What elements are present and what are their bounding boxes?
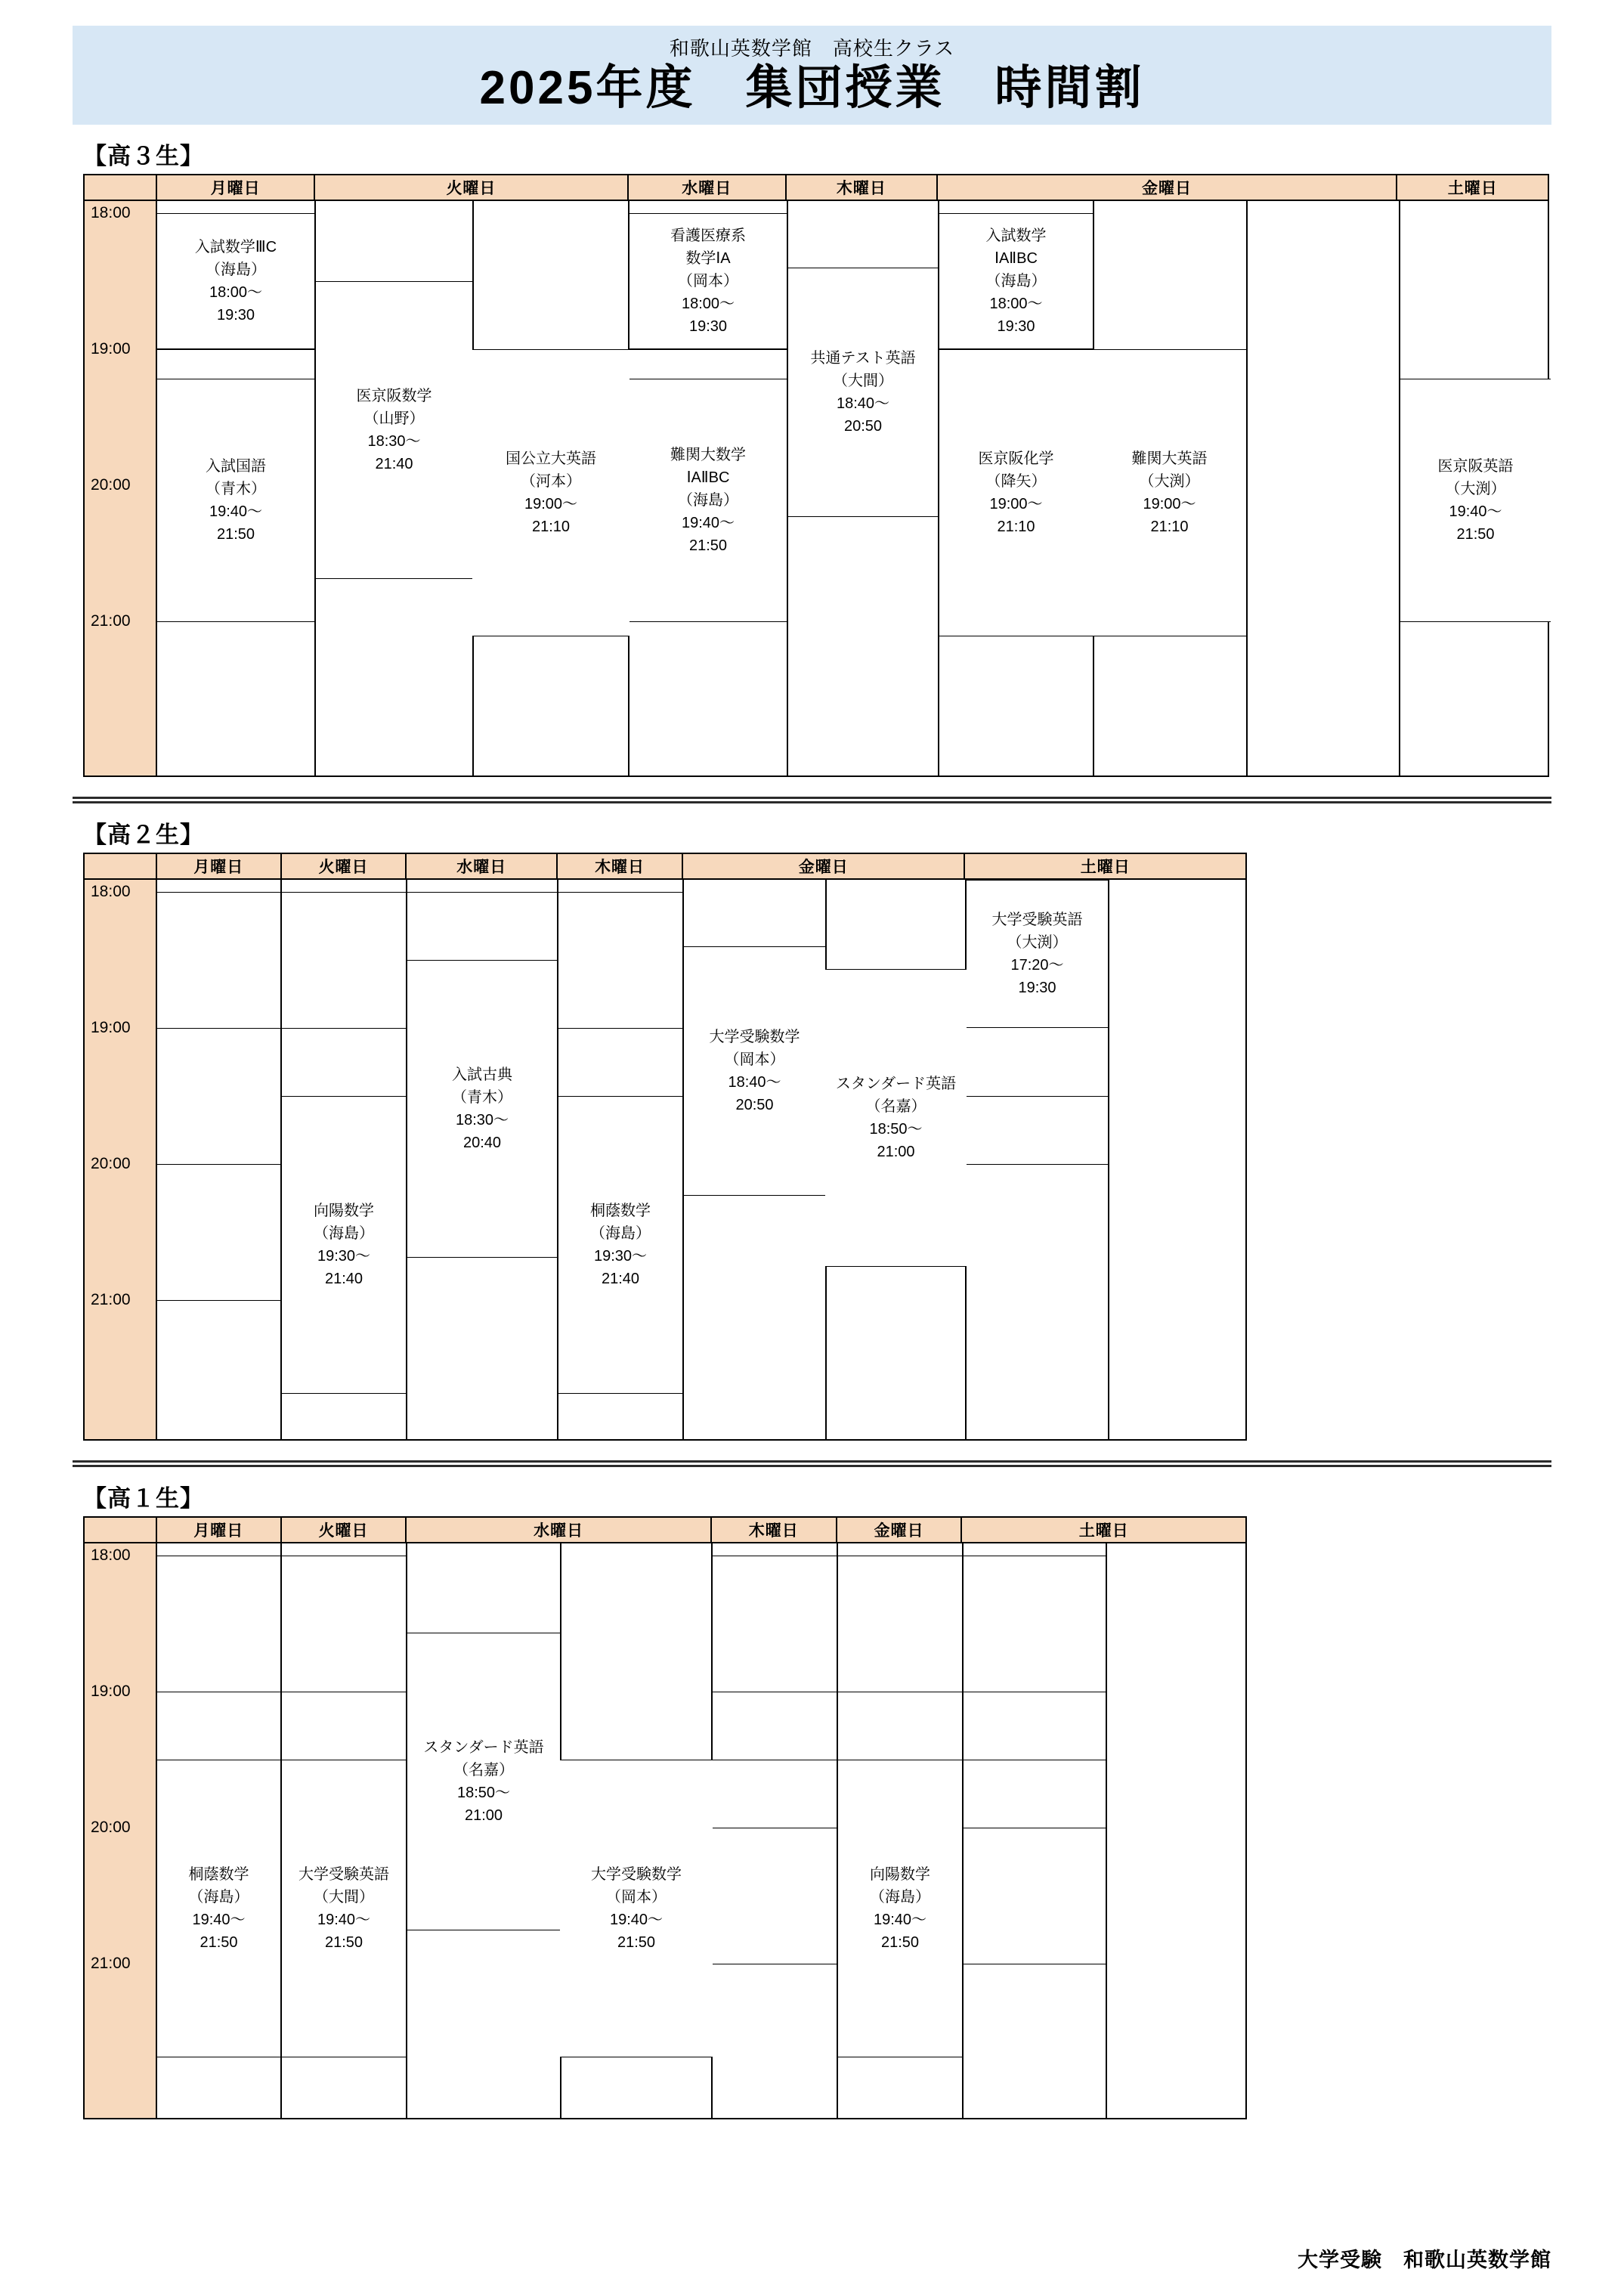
class-title: 医京阪数学 (356, 388, 432, 405)
page-header (73, 26, 1551, 125)
class-title: 入試古典 (452, 1067, 512, 1084)
class-start: 19:40～ (192, 1912, 246, 1929)
class-teacher: （名嘉） (453, 1762, 514, 1779)
header-day-saturday: 土曜日 (1397, 175, 1548, 200)
class-title: 入試数学 (985, 228, 1047, 245)
day-column-saturday-grade2 (967, 880, 1247, 1439)
class-start: 19:40～ (317, 1912, 371, 1929)
header-day-wednesday: 水曜日 (407, 1518, 711, 1542)
header-day-thursday: 木曜日 (558, 854, 683, 878)
timetable-grade2 (83, 853, 1247, 1441)
table-body-grade1 (85, 1543, 1245, 2118)
section-heading-grade1: 【高１生】 (83, 1485, 204, 1512)
day-column-thursday-grade2 (558, 880, 684, 1439)
class-start: 19:40～ (873, 1912, 927, 1929)
class-start: 18:30～ (367, 433, 421, 450)
class-end: 19:30 (688, 318, 728, 336)
subcolumn-friday-c (1093, 201, 1246, 776)
class-title: 難関大数学 (670, 447, 746, 464)
class-start: 17:20～ (1010, 957, 1064, 974)
class-title: スタンダード英語 (423, 1739, 544, 1757)
class-start: 18:00～ (989, 296, 1043, 313)
class-title: 入試数学ⅢC (194, 239, 277, 256)
class-start: 19:00～ (989, 496, 1043, 513)
class-end: 21:50 (200, 1934, 238, 1952)
day-column-friday-grade1 (838, 1543, 964, 2118)
class-block[interactable] (316, 281, 472, 579)
day-column-wednesday-grade1 (407, 1543, 713, 2118)
section-divider-2 (73, 1460, 1551, 1467)
header-day-tuesday: 火曜日 (282, 854, 407, 878)
day-column-friday-grade3 (939, 201, 1400, 776)
class-teacher: （青木） (206, 481, 266, 498)
class-title: 大学受験英語 (991, 912, 1083, 929)
class-start: 19:00～ (1143, 496, 1196, 513)
class-title: 入試国語 (206, 458, 266, 475)
class-title: 大学受験数学 (591, 1866, 682, 1884)
class-start: 19:40～ (1449, 503, 1502, 521)
subcolumn-friday-a (684, 880, 825, 1439)
subcolumn-friday-b (939, 201, 1093, 776)
class-end: 19:30 (1018, 980, 1056, 997)
time-axis-grade2 (85, 880, 157, 1439)
class-teacher: （大間） (314, 1889, 374, 1906)
header-day-thursday: 木曜日 (787, 175, 938, 200)
class-block[interactable] (157, 379, 314, 622)
class-title-2: ⅠAⅡBC (995, 250, 1038, 268)
class-end: 21:40 (601, 1271, 640, 1288)
table-body-grade2 (85, 880, 1245, 1439)
header-day-wednesday: 水曜日 (407, 854, 558, 878)
class-end: 21:10 (531, 519, 571, 536)
class-block[interactable] (939, 349, 1093, 636)
class-block[interactable] (157, 1760, 280, 2057)
class-start: 19:40～ (209, 503, 263, 521)
table-header-row-grade2 (85, 854, 1245, 880)
class-teacher: （海島） (206, 262, 266, 279)
class-block[interactable] (1093, 349, 1246, 636)
day-column-wednesday-grade2 (407, 880, 558, 1439)
time-label-1900: 19:00 (91, 340, 131, 358)
time-axis-grade1 (85, 1543, 157, 2118)
time-label-1900: 19:00 (91, 1019, 131, 1037)
day-column-tuesday-grade1 (282, 1543, 407, 2118)
class-end: 21:40 (324, 1271, 363, 1288)
subcolumn-saturday-a (964, 1543, 1106, 2118)
header-day-saturday: 土曜日 (962, 1518, 1245, 1542)
class-block[interactable] (788, 268, 938, 517)
class-teacher: （海島） (985, 273, 1047, 290)
class-block[interactable] (838, 1760, 962, 2057)
class-teacher: （大渕） (1139, 473, 1200, 491)
subcolumn-wednesday-a (407, 1543, 560, 2118)
subcolumn-saturday-a (967, 880, 1108, 1439)
header-day-monday: 月曜日 (157, 175, 316, 200)
class-end: 19:30 (216, 307, 255, 324)
day-column-monday-grade3 (157, 201, 316, 776)
class-end: 21:00 (464, 1807, 503, 1825)
class-block[interactable] (1400, 379, 1551, 622)
class-teacher: （河本） (521, 473, 581, 491)
section-heading-grade2: 【高２生】 (83, 822, 204, 849)
class-teacher: （岡本） (678, 273, 738, 290)
class-title-2: 数学ⅠA (685, 250, 731, 268)
timetable-grade1 (83, 1516, 1247, 2119)
day-column-friday-grade2 (684, 880, 967, 1439)
subcolumn-saturday-b (1108, 880, 1247, 1439)
class-title: 医京阪英語 (1437, 458, 1514, 475)
class-teacher: （海島） (590, 1225, 651, 1243)
header-day-friday: 金曜日 (683, 854, 966, 878)
header-day-monday: 月曜日 (157, 1518, 282, 1542)
table-body-grade3 (85, 201, 1548, 776)
corner-cell (85, 175, 157, 200)
day-column-tuesday-grade2 (282, 880, 407, 1439)
time-label-2100: 21:00 (91, 612, 131, 630)
subcolumn-tuesday-b (472, 201, 629, 776)
header-day-friday: 金曜日 (938, 175, 1398, 200)
table-header-row-grade3 (85, 175, 1548, 201)
class-teacher: （海島） (870, 1889, 930, 1906)
class-end: 21:50 (688, 537, 728, 555)
class-title: 大学受験数学 (709, 1029, 800, 1046)
class-start: 18:40～ (728, 1074, 781, 1091)
class-teacher: （海島） (188, 1889, 249, 1906)
header-day-friday: 金曜日 (837, 1518, 963, 1542)
section-heading-grade3: 【高３生】 (83, 143, 204, 170)
class-block[interactable] (825, 969, 967, 1267)
class-start: 19:30～ (317, 1248, 371, 1265)
day-column-tuesday-grade3 (316, 201, 629, 776)
class-end: 19:30 (997, 318, 1035, 336)
day-column-thursday-grade1 (713, 1543, 838, 2118)
class-title: 向陽数学 (870, 1866, 930, 1884)
class-start: 18:00～ (209, 284, 263, 302)
class-start: 19:40～ (681, 515, 735, 532)
class-teacher: （大渕） (1445, 481, 1506, 498)
subcolumn-tuesday-a (316, 201, 472, 776)
class-teacher: （名嘉） (865, 1098, 926, 1116)
class-block[interactable] (157, 213, 314, 349)
class-block[interactable] (684, 946, 825, 1196)
class-block[interactable] (629, 213, 787, 349)
class-end: 21:50 (880, 1934, 920, 1952)
header-day-wednesday: 水曜日 (629, 175, 787, 200)
time-label-2100: 21:00 (91, 1955, 131, 1973)
class-title: 看護医療系 (670, 228, 746, 245)
class-teacher: （海島） (678, 492, 738, 509)
header-day-thursday: 木曜日 (712, 1518, 837, 1542)
section-divider-1 (73, 797, 1551, 803)
time-label-2100: 21:00 (91, 1291, 131, 1309)
class-end: 21:40 (375, 456, 413, 473)
page-title: 2025年度 集団授業 時間割 (479, 62, 1145, 114)
class-teacher: （降矢） (985, 473, 1047, 491)
class-end: 21:50 (1456, 526, 1495, 543)
class-end: 21:50 (216, 526, 255, 543)
class-end: 21:10 (1150, 519, 1189, 536)
class-block[interactable] (558, 1096, 682, 1394)
class-end: 21:10 (997, 519, 1035, 536)
class-block[interactable] (560, 1760, 713, 2057)
class-title: 向陽数学 (314, 1203, 374, 1220)
time-label-1800: 18:00 (91, 883, 131, 901)
class-start: 19:00～ (524, 496, 578, 513)
day-column-saturday-grade1 (964, 1543, 1247, 2118)
class-end: 20:40 (462, 1135, 502, 1152)
class-end: 21:50 (617, 1934, 656, 1952)
time-label-2000: 20:00 (91, 1819, 131, 1837)
table-header-row-grade1 (85, 1518, 1245, 1543)
class-title: 共通テスト英語 (810, 350, 916, 367)
class-start: 18:40～ (836, 395, 890, 413)
header-subtitle: 和歌山英数学館 高校生クラス (669, 37, 955, 60)
class-block[interactable] (282, 1760, 406, 2057)
class-start: 19:30～ (593, 1248, 648, 1265)
page-footer: 大学受験 和歌山英数学館 (1298, 2249, 1551, 2271)
day-column-saturday-grade3 (1400, 201, 1551, 776)
class-start: 19:40～ (609, 1912, 664, 1929)
timetable-grade3 (83, 174, 1549, 777)
class-block[interactable] (407, 1633, 560, 1930)
class-end: 20:50 (735, 1097, 774, 1114)
header-day-saturday: 土曜日 (965, 854, 1245, 878)
class-start: 18:30～ (455, 1112, 509, 1129)
class-title-2: ⅠAⅡBC (686, 469, 730, 487)
class-block[interactable] (629, 379, 787, 622)
subcolumn-wednesday-b (560, 1543, 713, 2118)
class-start: 18:50～ (869, 1121, 923, 1138)
header-day-tuesday: 火曜日 (315, 175, 628, 200)
class-title: 医京阪化学 (978, 450, 1054, 468)
class-start: 18:00～ (681, 296, 735, 313)
day-column-monday-grade2 (157, 880, 282, 1439)
time-label-1900: 19:00 (91, 1683, 131, 1701)
class-teacher: （大渕） (1007, 934, 1068, 952)
class-title: 桐蔭数学 (188, 1866, 249, 1884)
class-end: 21:00 (877, 1144, 915, 1161)
time-label-2000: 20:00 (91, 476, 131, 494)
class-title: 桐蔭数学 (590, 1203, 651, 1220)
class-block[interactable] (407, 960, 557, 1258)
class-block[interactable] (472, 349, 629, 636)
class-teacher: （大間） (833, 373, 893, 390)
class-teacher: （青木） (452, 1089, 512, 1107)
class-teacher: （海島） (314, 1225, 374, 1243)
header-day-monday: 月曜日 (157, 854, 282, 878)
time-label-1800: 18:00 (91, 1546, 131, 1565)
time-label-2000: 20:00 (91, 1155, 131, 1173)
corner-cell (85, 854, 157, 878)
class-block[interactable] (967, 880, 1108, 1028)
class-start: 18:50～ (456, 1785, 511, 1802)
class-teacher: （岡本） (606, 1889, 667, 1906)
class-title: 難関大英語 (1131, 450, 1208, 468)
class-title: スタンダード英語 (835, 1076, 957, 1093)
day-column-monday-grade1 (157, 1543, 282, 2118)
class-teacher: （岡本） (724, 1051, 785, 1069)
class-end: 20:50 (843, 418, 883, 435)
class-teacher: （山野） (363, 410, 425, 428)
time-label-1800: 18:00 (91, 204, 131, 222)
class-title: 国公立大英語 (506, 450, 596, 468)
corner-cell (85, 1518, 157, 1542)
day-column-thursday-grade3 (788, 201, 939, 776)
header-day-tuesday: 火曜日 (282, 1518, 407, 1542)
class-title: 大学受験英語 (299, 1866, 389, 1884)
day-column-wednesday-grade3 (629, 201, 788, 776)
class-block[interactable] (282, 1096, 406, 1394)
subcolumn-friday-b (825, 880, 967, 1439)
class-end: 21:50 (324, 1934, 363, 1952)
time-axis-grade3 (85, 201, 157, 776)
subcolumn-saturday-b (1106, 1543, 1247, 2118)
